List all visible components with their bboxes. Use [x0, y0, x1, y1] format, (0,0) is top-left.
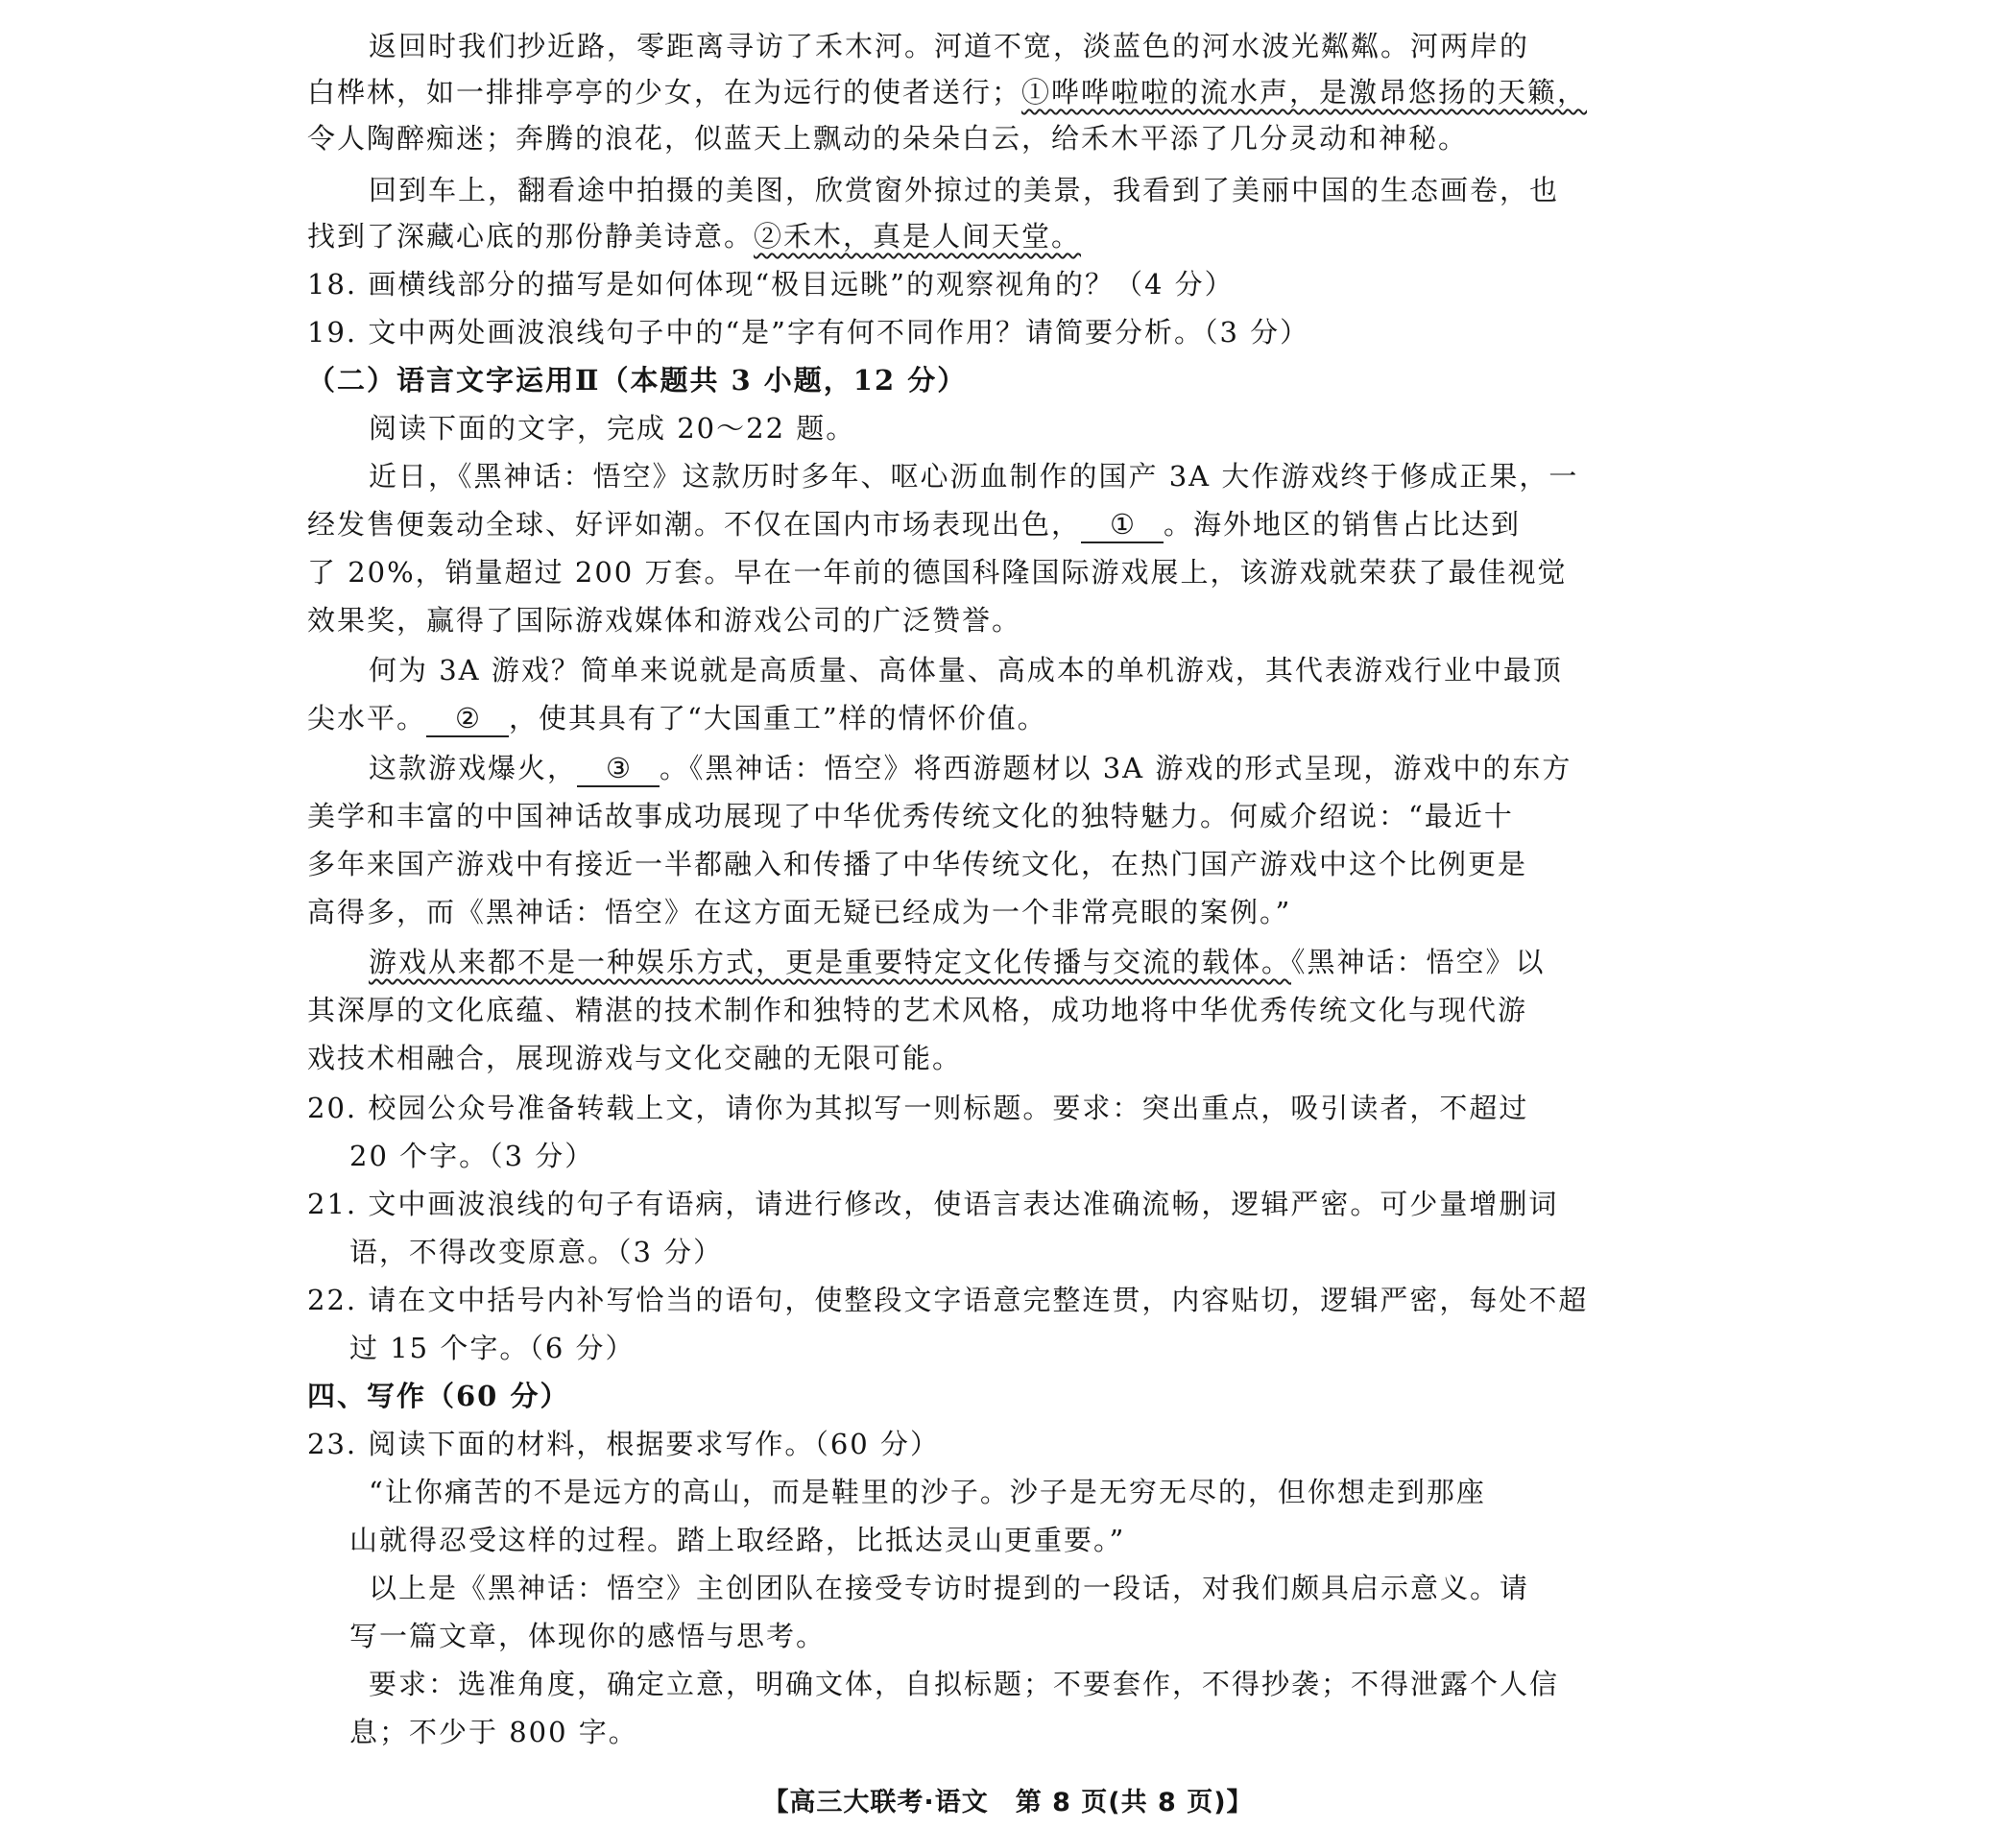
text-line: 高得多，而《黑神话：悟空》在这方面无疑已经成为一个非常亮眼的案例。”	[307, 896, 1292, 928]
question-20: 20. 校园公众号准备转载上文，请你为其拟写一则标题。要求：突出重点，吸引读者，不超过	[307, 1092, 1529, 1124]
text-line	[307, 701, 1047, 737]
question-19: 19. 文中两处画波浪线句子中的“是”字有何不同作用？请简要分析。（3 分）	[307, 316, 1310, 349]
question-20-cont: 20 个字。（3 分）	[349, 1140, 595, 1172]
text-line: 回到车上，翻看途中拍摄的美图，欣赏窗外掠过的美景，我看到了美丽中国的生态画卷，也	[369, 174, 1560, 206]
text-line: 戏技术相融合，展现游戏与文化交融的无限可能。	[307, 1042, 963, 1074]
requirements-cont: 息；不少于 800 字。	[349, 1716, 638, 1748]
text-line	[307, 507, 1521, 543]
text-span: 。《黑神话：悟空》将西游题材以 3A 游戏的形式呈现，游戏中的东方	[660, 752, 1572, 784]
question-22-cont: 过 15 个字。（6 分）	[349, 1332, 636, 1364]
text-span: 这款游戏爆火，	[369, 752, 578, 784]
text-line: 何为 3A 游戏？简单来说就是高质量、高体量、高成本的单机游戏，其代表游戏行业中最顶	[369, 654, 1563, 686]
question-21-cont: 语，不得改变原意。（3 分）	[349, 1236, 724, 1268]
section-heading: 四、写作（60 分）	[307, 1380, 570, 1412]
wavy-underlined-sentence-2: ②禾木，真是人间天堂。	[754, 220, 1082, 253]
question-18: 18. 画横线部分的描写是如何体现“极目远眺”的观察视角的？（4 分）	[307, 268, 1235, 301]
text-span: 找到了深藏心底的那份静美诗意。	[307, 220, 755, 253]
text-span: 白桦林，如一排排亭亭的少女，在为远行的使者送行；	[307, 76, 1022, 108]
question-23: 23. 阅读下面的材料，根据要求写作。（60 分）	[307, 1428, 940, 1460]
text-line: 了 20%，销量超过 200 万套。早在一年前的德国科隆国际游戏展上，该游戏就荣获了最佳视觉	[307, 556, 1568, 589]
text-line: 近日，《黑神话：悟空》这款历时多年、呕心沥血制作的国产 3A 大作游戏终于修成正果，一	[369, 460, 1579, 493]
quote-line: “让你痛苦的不是远方的高山，而是鞋里的沙子。沙子是无穷无尽的，但你想走到那座	[369, 1476, 1486, 1508]
text-span: 《黑神话：悟空》以	[1291, 946, 1546, 978]
fill-blank-1[interactable]: ①	[1081, 507, 1164, 543]
text-span: 尖水平。	[307, 702, 427, 734]
wavy-underlined-sentence-3: 游戏从来都不是一种娱乐方式，更是重要特定文化传播与交流的载体。	[369, 946, 1292, 978]
text-line: 以上是《黑神话：悟空》主创团队在接受专访时提到的一段话，对我们颇具启示意义。请	[369, 1572, 1530, 1604]
text-line: 效果奖，赢得了国际游戏媒体和游戏公司的广泛赞誉。	[307, 604, 1022, 637]
text-line	[307, 75, 1587, 109]
wavy-underlined-sentence-1: ①哗哗啦啦的流水声，是激昂悠扬的天籁，	[1021, 76, 1588, 108]
page-footer: 【高三大联考·语文 第 8 页(共 8 页)】	[762, 1788, 1254, 1817]
question-21: 21. 文中画波浪线的句子有语病，请进行修改，使语言表达准确流畅，逻辑严密。可少量增删词	[307, 1188, 1559, 1220]
requirements: 要求：选准角度，确定立意，明确文体，自拟标题；不要套作，不得抄袭；不得泄露个人信	[369, 1668, 1560, 1700]
text-span: 。海外地区的销售占比达到	[1164, 508, 1522, 541]
text-line: 令人陶醉痴迷；奔腾的浪花，似蓝天上飘动的朵朵白云，给禾木平添了几分灵动和神秘。	[307, 122, 1469, 155]
instruction: 阅读下面的文字，完成 20～22 题。	[369, 412, 856, 445]
question-22: 22. 请在文中括号内补写恰当的语句，使整段文字语意完整连贯，内容贴切，逻辑严密，每处不超	[307, 1284, 1589, 1316]
text-line: 美学和丰富的中国神话故事成功展现了中华优秀传统文化的独特魅力。何威介绍说：“最近十	[307, 800, 1514, 832]
text-line: 多年来国产游戏中有接近一半都融入和传播了中华传统文化，在热门国产游戏中这个比例更是	[307, 848, 1528, 880]
section-heading: （二）语言文字运用Ⅱ（本题共 3 小题，12 分）	[307, 364, 968, 397]
text-span: 经发售便轰动全球、好评如潮。不仅在国内市场表现出色，	[307, 508, 1082, 541]
text-line: 其深厚的文化底蕴、精湛的技术制作和独特的艺术风格，成功地将中华优秀传统文化与现代游	[307, 994, 1528, 1026]
text-line: 返回时我们抄近路，零距离寻访了禾木河。河道不宽，淡蓝色的河水波光粼粼。河两岸的	[369, 30, 1530, 62]
text-span: ，使其具有了“大国重工”样的情怀价值。	[509, 702, 1047, 734]
text-line	[307, 219, 1081, 253]
fill-blank-2[interactable]: ②	[426, 701, 509, 737]
text-line: 写一篇文章，体现你的感悟与思考。	[349, 1620, 827, 1652]
text-line	[369, 945, 1546, 979]
fill-blank-3[interactable]: ③	[577, 751, 660, 787]
quote-line: 山就得忍受这样的过程。踏上取经路，比抵达灵山更重要。”	[349, 1524, 1126, 1556]
text-line	[369, 751, 1572, 787]
